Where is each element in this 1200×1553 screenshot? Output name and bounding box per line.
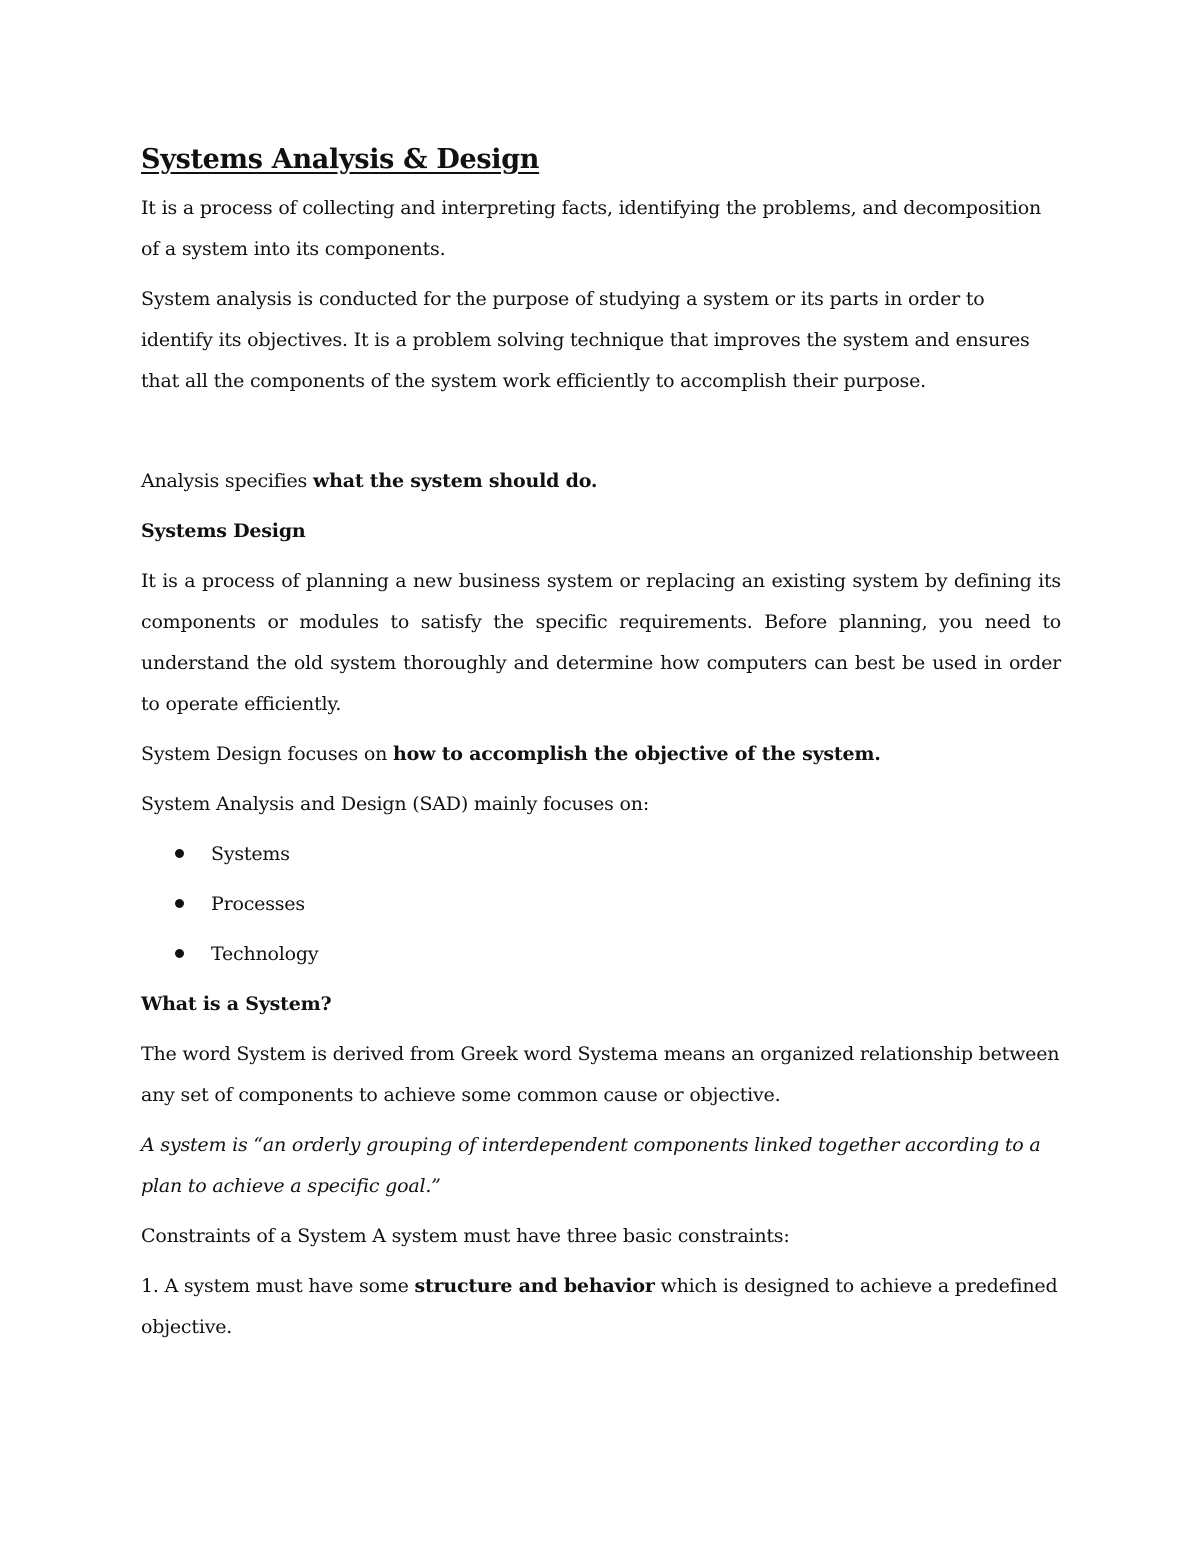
constraint-one-text: 1. A system must have some — [141, 1275, 415, 1297]
list-item — [141, 934, 1061, 975]
constraint-one-text-end: which is designed to achieve a predefined objective. — [141, 1275, 1058, 1338]
system-analysis-paragraph: System analysis is conducted for the purpose of studying a system or its parts in order to identify its objectives. It is a problem solving technique that improves the system and ensures that all the components of the system work efficiently to accomplish their purpose. — [141, 288, 1030, 392]
constraint-one-bold: structure and behavior — [414, 1275, 655, 1297]
list-item — [141, 884, 1061, 925]
document-title: Systems Analysis & Design — [141, 144, 540, 175]
what-is-system-heading: What is a System? — [141, 993, 332, 1015]
list-item — [141, 834, 1061, 875]
analysis-specifies-paragraph — [141, 461, 1061, 502]
list-item-label: Technology — [211, 943, 319, 965]
design-focuses-text: System Design focuses on — [141, 743, 394, 765]
constraints-paragraph: Constraints of a System A system must have three basic constraints: — [141, 1225, 790, 1247]
bullet-icon — [175, 899, 184, 908]
intro-paragraph: It is a process of collecting and interpreting facts, identifying the problems, and decomposition of a system into its components. — [141, 197, 1042, 260]
analysis-specifies-text: Analysis specifies — [141, 470, 313, 492]
list-item-label: Systems — [211, 843, 290, 865]
bullet-icon — [175, 949, 184, 958]
document-body — [141, 138, 1061, 1357]
sad-focuses-paragraph: System Analysis and Design (SAD) mainly focuses on: — [141, 793, 650, 815]
list-item-label: Processes — [211, 893, 305, 915]
analysis-specifies-bold: what the system should do. — [312, 470, 598, 492]
bullet-icon — [175, 849, 184, 858]
system-definition-paragraph: The word System is derived from Greek word Systema means an organized relationship between any set of components to achieve some common cause or objective. — [141, 1043, 1060, 1106]
design-focuses-bold: how to accomplish the objective of the system. — [393, 743, 881, 765]
system-quote: A system is “an orderly grouping of interdependent components linked together according to a plan to achieve a specific goal.” — [141, 1134, 1041, 1197]
focus-list — [141, 834, 1061, 975]
blank-line — [141, 411, 1061, 461]
systems-design-heading: Systems Design — [141, 520, 306, 542]
constraint-one-paragraph — [141, 1266, 1061, 1348]
systems-design-paragraph: It is a process of planning a new business system or replacing an existing system by defining its components or modules to satisfy the specific requirements. Before planning, you need to understand the old system thoroughly and determine how computers can best be used in order to operate efficiently. — [141, 570, 1061, 715]
design-focuses-paragraph — [141, 734, 1061, 775]
